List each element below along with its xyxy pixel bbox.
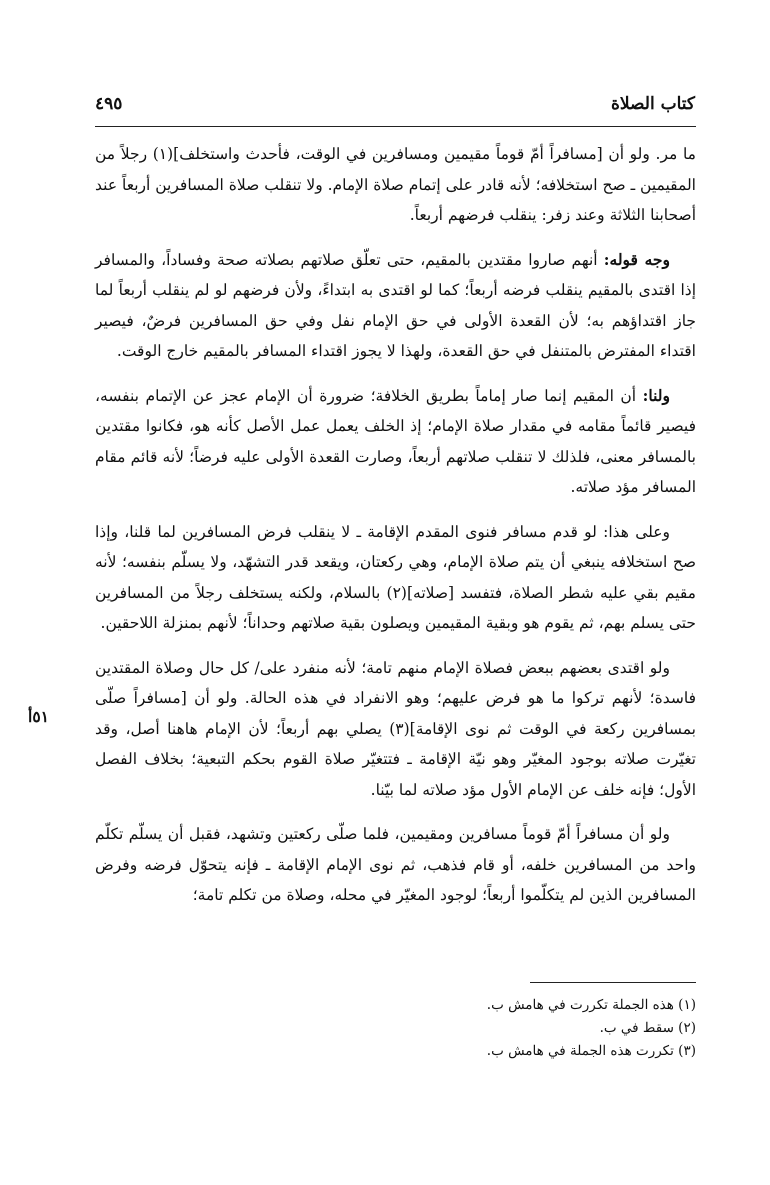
paragraph-lead: وجه قوله:: [603, 249, 670, 269]
page-header: [95, 92, 695, 126]
paragraph: وجه قوله: أنهم صاروا مقتدين بالمقيم، حتى تعلّق صلاتهم بصلاته صحة وفساداً، والمسافر إذا اقتدى بالمقيم ينقلب فرضه أربعاً؛ كما لو اقتدى به ابتداءً، ولأن فرضهم لو لم ينقلب أربعاً لما جاز اقتداؤهم به؛ لأن القعدة الأولى في حق الإمام نفل وفي حق المسافرين فرضٌ، فيصير اقتداء المفترض بالمتنفل في حق القعدة، ولهذا لا يجوز اقتداء المسافر بالمقيم خارج الوقت.: [95, 249, 696, 360]
paragraph: ولو اقتدى بعضهم ببعض فصلاة الإمام منهم تامة؛ لأنه منفرد على/ كل حال وصلاة المقتدين فاسدة؛ لأنهم تركوا ما هو فرض عليهم؛ وهو الانفراد في هذه الحالة. ولو أن [مسافراً صلّى بمسافرين ركعة في الوقت ثم نوى الإقامة](٣) يصلي بهم أربعاً؛ لأن الإمام هاهنا أصل، وقد تغيّرت صلاته بوجود المغيّر وهو نيّة الإقامة ـ فتتغيّر صلاة القوم بحكم التبعية؛ بخلاف الفصل الأول؛ فإنه خلف عن الإمام الأول مؤد صلاته لما بيّنا.: [95, 658, 696, 799]
manuscript-folio-mark: ٥١أ: [28, 707, 49, 726]
footnotes: [95, 994, 696, 1063]
paragraph: ولو أن مسافراً أمّ قوماً مسافرين ومقيمين، فلما صلّى ركعتين وتشهد، فقبل أن يسلّم تكلّم واحد من المسافرين خلفه، أو قام فذهب، ثم نوى الإمام الإقامة ـ فإنه يتحوّل فرضه وفرض المسافرين الذين لم يتكلّموا أربعاً؛ لوجود المغيّر في محله، وصلاة من تكلم تامة؛: [95, 825, 696, 904]
main-text: [95, 139, 696, 925]
page-number: ٤٩٥: [95, 94, 123, 114]
footnote-rule: [530, 982, 696, 983]
footnote: (٢) سقط في ب.: [599, 1020, 696, 1036]
paragraph: ما مر. ولو أن [مسافراً أمّ قوماً مقيمين ومسافرين في الوقت، فأحدث واستخلف](١) رجلاً من المقيمين ـ صح استخلافه؛ لأنه قادر على إتمام صلاة الإمام. ولا تنقلب صلاة المسافرين أربعاً عند أصحابنا الثلاثة وعند زفر: ينقلب فرضهم أربعاً.: [95, 145, 696, 224]
footnote: (١) هذه الجملة تكررت في هامش ب.: [486, 997, 696, 1013]
chapter-title: كتاب الصلاة: [610, 94, 695, 114]
footnote: (٣) تكررت هذه الجملة في هامش ب.: [486, 1043, 696, 1059]
paragraph: وعلى هذا: لو قدم مسافر فنوى المقدم الإقامة ـ لا ينقلب فرض المسافرين لما قلنا، وإذا صح استخلافه ينبغي أن يتم صلاة الإمام، وهي ركعتان، ويقعد قدر التشهّد، ولا يسلّم بنفسه؛ لأنه مقيم بقي عليه شطر الصلاة، فتفسد [صلاته](٢) بالسلام، ولكنه يستخلف رجلاً من المسافرين حتى يسلم بهم، ثم يقوم هو وبقية المقيمين ويصلون بقية صلاتهم وحداناً؛ لأنهم بمنزلة اللاحقين.: [95, 522, 696, 632]
paragraph-lead: ولنا:: [642, 385, 670, 405]
header-rule: [95, 126, 696, 127]
paragraph: ولنا: أن المقيم إنما صار إماماً بطريق الخلافة؛ ضرورة أن الإمام عجز عن الإتمام بنفسه، فيصير قائماً مقامه في مقدار صلاة الإمام؛ إذ الخلف يعمل عمل الأصل كأنه هو، فكانوا مقتدين بالمسافر معنى، فلذلك لا تنقلب صلاتهم أربعاً، وصارت القعدة الأولى عليه فرضاً؛ لأنه قائم مقام المسافر مؤد صلاته.: [95, 385, 696, 496]
